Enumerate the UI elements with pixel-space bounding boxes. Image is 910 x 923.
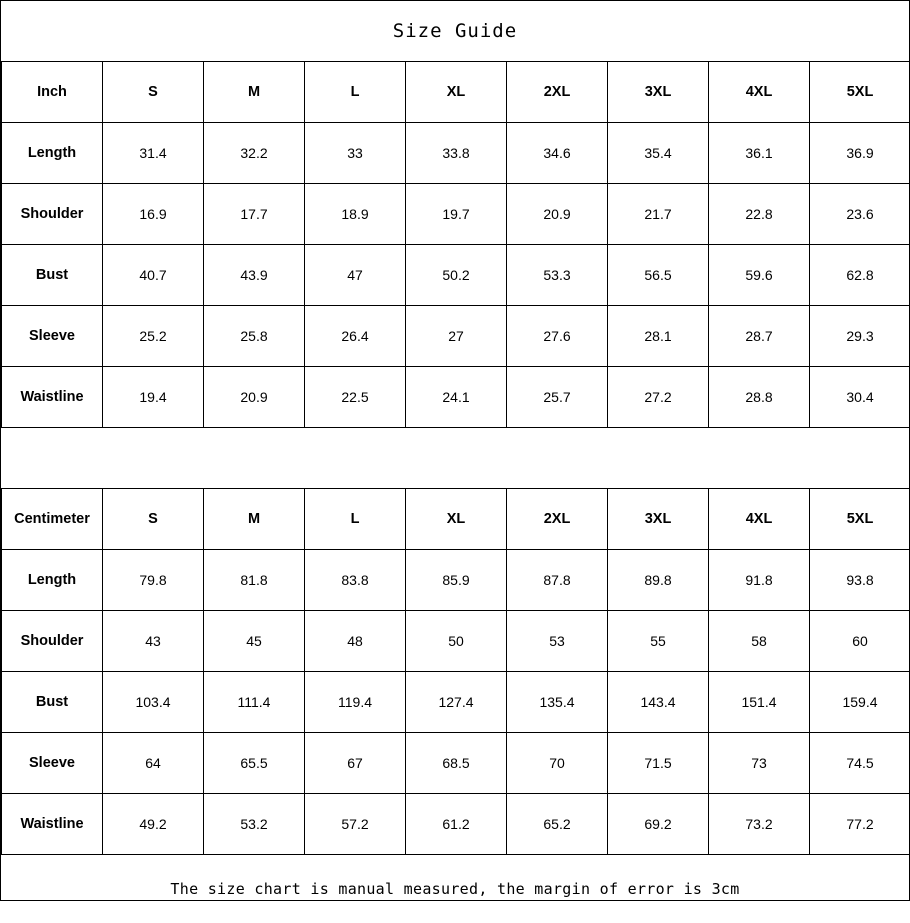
cell: 50.2 xyxy=(406,245,507,306)
column-header-m: M xyxy=(204,62,305,123)
cell: 69.2 xyxy=(608,794,709,855)
cell: 111.4 xyxy=(204,672,305,733)
cell: 127.4 xyxy=(406,672,507,733)
cell: 159.4 xyxy=(810,672,910,733)
cell: 30.4 xyxy=(810,367,910,428)
row-label-shoulder: Shoulder xyxy=(2,184,103,245)
cell: 20.9 xyxy=(507,184,608,245)
cell: 103.4 xyxy=(103,672,204,733)
cell: 19.7 xyxy=(406,184,507,245)
table-row xyxy=(2,672,910,733)
cell: 22.8 xyxy=(709,184,810,245)
cell: 61.2 xyxy=(406,794,507,855)
row-label-length: Length xyxy=(2,550,103,611)
cell: 53 xyxy=(507,611,608,672)
page-title: Size Guide xyxy=(1,1,909,61)
cell: 19.4 xyxy=(103,367,204,428)
table-row xyxy=(2,794,910,855)
cell: 62.8 xyxy=(810,245,910,306)
unit-header-inch: Inch xyxy=(2,62,103,123)
table-row xyxy=(2,733,910,794)
table-row xyxy=(2,123,910,184)
cell: 65.2 xyxy=(507,794,608,855)
cell: 85.9 xyxy=(406,550,507,611)
size-table-inch xyxy=(1,61,910,428)
cell: 89.8 xyxy=(608,550,709,611)
cell: 27.2 xyxy=(608,367,709,428)
column-header-2xl: 2XL xyxy=(507,489,608,550)
column-header-3xl: 3XL xyxy=(608,489,709,550)
cell: 65.5 xyxy=(204,733,305,794)
column-header-3xl: 3XL xyxy=(608,62,709,123)
cell: 53.3 xyxy=(507,245,608,306)
column-header-s: S xyxy=(103,489,204,550)
table-row xyxy=(2,367,910,428)
row-label-length: Length xyxy=(2,123,103,184)
cell: 119.4 xyxy=(305,672,406,733)
cell: 31.4 xyxy=(103,123,204,184)
table-header-row xyxy=(2,489,910,550)
size-table-centimeter xyxy=(1,488,910,855)
column-header-l: L xyxy=(305,62,406,123)
cell: 47 xyxy=(305,245,406,306)
cell: 40.7 xyxy=(103,245,204,306)
cell: 17.7 xyxy=(204,184,305,245)
column-header-xl: XL xyxy=(406,489,507,550)
row-label-sleeve: Sleeve xyxy=(2,733,103,794)
cell: 74.5 xyxy=(810,733,910,794)
cell: 43.9 xyxy=(204,245,305,306)
cell: 49.2 xyxy=(103,794,204,855)
table-header-row xyxy=(2,62,910,123)
cell: 45 xyxy=(204,611,305,672)
column-header-4xl: 4XL xyxy=(709,62,810,123)
cell: 33.8 xyxy=(406,123,507,184)
cell: 16.9 xyxy=(103,184,204,245)
row-label-shoulder: Shoulder xyxy=(2,611,103,672)
cell: 25.7 xyxy=(507,367,608,428)
column-header-l: L xyxy=(305,489,406,550)
cell: 24.1 xyxy=(406,367,507,428)
column-header-m: M xyxy=(204,489,305,550)
row-label-sleeve: Sleeve xyxy=(2,306,103,367)
cell: 73 xyxy=(709,733,810,794)
cell: 27 xyxy=(406,306,507,367)
cell: 77.2 xyxy=(810,794,910,855)
cell: 57.2 xyxy=(305,794,406,855)
cell: 143.4 xyxy=(608,672,709,733)
cell: 135.4 xyxy=(507,672,608,733)
cell: 36.9 xyxy=(810,123,910,184)
cell: 26.4 xyxy=(305,306,406,367)
cell: 64 xyxy=(103,733,204,794)
cell: 73.2 xyxy=(709,794,810,855)
cell: 81.8 xyxy=(204,550,305,611)
cell: 83.8 xyxy=(305,550,406,611)
table-row xyxy=(2,611,910,672)
table-row xyxy=(2,550,910,611)
cell: 87.8 xyxy=(507,550,608,611)
cell: 79.8 xyxy=(103,550,204,611)
cell: 22.5 xyxy=(305,367,406,428)
row-label-bust: Bust xyxy=(2,672,103,733)
cell: 91.8 xyxy=(709,550,810,611)
cell: 35.4 xyxy=(608,123,709,184)
cell: 23.6 xyxy=(810,184,910,245)
cell: 21.7 xyxy=(608,184,709,245)
cell: 32.2 xyxy=(204,123,305,184)
cell: 50 xyxy=(406,611,507,672)
cell: 55 xyxy=(608,611,709,672)
cell: 33 xyxy=(305,123,406,184)
cell: 18.9 xyxy=(305,184,406,245)
cell: 68.5 xyxy=(406,733,507,794)
cell: 28.7 xyxy=(709,306,810,367)
unit-header-centimeter: Centimeter xyxy=(2,489,103,550)
cell: 53.2 xyxy=(204,794,305,855)
column-header-xl: XL xyxy=(406,62,507,123)
cell: 56.5 xyxy=(608,245,709,306)
cell: 29.3 xyxy=(810,306,910,367)
cell: 20.9 xyxy=(204,367,305,428)
cell: 34.6 xyxy=(507,123,608,184)
column-header-2xl: 2XL xyxy=(507,62,608,123)
cell: 67 xyxy=(305,733,406,794)
cell: 28.1 xyxy=(608,306,709,367)
cell: 25.2 xyxy=(103,306,204,367)
cell: 25.8 xyxy=(204,306,305,367)
table-row xyxy=(2,245,910,306)
cell: 93.8 xyxy=(810,550,910,611)
column-header-4xl: 4XL xyxy=(709,489,810,550)
row-label-waistline: Waistline xyxy=(2,367,103,428)
measurement-disclaimer: The size chart is manual measured, the margin of error is 3cm xyxy=(1,855,909,923)
cell: 28.8 xyxy=(709,367,810,428)
cell: 60 xyxy=(810,611,910,672)
cell: 27.6 xyxy=(507,306,608,367)
cell: 48 xyxy=(305,611,406,672)
table-row xyxy=(2,184,910,245)
row-label-waistline: Waistline xyxy=(2,794,103,855)
column-header-5xl: 5XL xyxy=(810,489,910,550)
column-header-5xl: 5XL xyxy=(810,62,910,123)
cell: 59.6 xyxy=(709,245,810,306)
table-spacer xyxy=(1,428,909,488)
cell: 43 xyxy=(103,611,204,672)
cell: 151.4 xyxy=(709,672,810,733)
table-row xyxy=(2,306,910,367)
row-label-bust: Bust xyxy=(2,245,103,306)
column-header-s: S xyxy=(103,62,204,123)
cell: 36.1 xyxy=(709,123,810,184)
cell: 70 xyxy=(507,733,608,794)
cell: 71.5 xyxy=(608,733,709,794)
cell: 58 xyxy=(709,611,810,672)
